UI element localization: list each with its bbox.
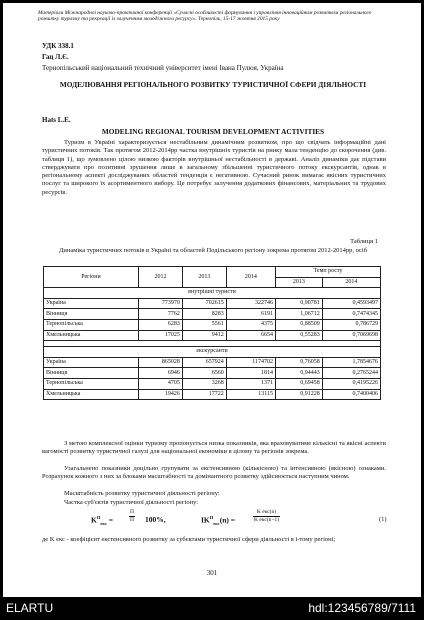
conference-header: Матеріали Міжнародної науково-практичної конференції «Сучасні особливості формування і управління інноваційним розвитком регіонального розвитку туризму та рекреації із залученням молодіжного ресурсу». Тернопіль, 15-17 жовтня 2015 року: [38, 10, 372, 23]
formula-mult: 100%,: [145, 515, 166, 524]
header-growth-2014: 2014: [322, 277, 380, 288]
region-cell: Тернопільська: [44, 378, 139, 389]
title-ua: МОДЕЛЮВАННЯ РЕГІОНАЛЬНОГО РОЗВИТКУ ТУРИСТИЧНОЇ СФЕРИ ДІЯЛЬНОСТІ: [59, 80, 367, 89]
footer-repository: ELARTU: [6, 601, 54, 615]
value-cell: 0,55283: [275, 330, 322, 341]
table-row: [44, 319, 381, 330]
author-en: Hats L.E.: [42, 116, 71, 124]
paragraph-grouping: Узагальнено показники доцільно групувати за екстенсивною (кількісною) та інтенсивною (якісною) ознаками. Розрахунок кожного з них за блоками масштабності та домінантного розвитку здійснюється наступним чином.: [42, 465, 386, 481]
paragraph-scale: Масштабність розвитку туристичної діяльності регіону:: [64, 490, 220, 497]
tourism-flows-table: [43, 266, 381, 400]
table-row: [44, 378, 381, 389]
value-cell: 0,4593497: [322, 298, 380, 309]
value-cell: 0,94443: [275, 368, 322, 379]
paragraph-indicators: З метою комплексної оцінки туризму пропонується низка показників, яка враховуватиме кількісні та якісні аспекти вагомості розвитку туристичної галузі для національної економіки в цілому та регіонів зокрема.: [42, 440, 386, 456]
value-cell: 322746: [226, 298, 275, 309]
value-cell: 1,7854676: [322, 357, 380, 368]
value-cell: 0,2765244: [322, 368, 380, 379]
value-cell: 0,88509: [275, 319, 322, 330]
value-cell: 1371: [226, 378, 275, 389]
value-cell: 3268: [182, 378, 226, 389]
value-cell: 6191: [226, 309, 275, 320]
region-cell: Хмельницька: [44, 389, 139, 400]
table-row: [44, 357, 381, 368]
table-caption: Динаміка туристичних потоків в Україні та областей Подільського регіону зокрема протягом 2012-2014рр, осіб: [58, 247, 368, 254]
value-cell: 9412: [182, 330, 226, 341]
region-cell: Вінниця: [44, 368, 139, 379]
table-row: [44, 298, 381, 309]
value-cell: 773970: [139, 298, 183, 309]
region-cell: Україна: [44, 357, 139, 368]
formula-lhs2: $ІK^П_{екс}(n)$ =: [201, 515, 236, 526]
value-cell: 4705: [139, 378, 183, 389]
value-cell: 0,786729: [322, 319, 380, 330]
value-cell: 1,06712: [275, 309, 322, 320]
region-cell: Вінниця: [44, 309, 139, 320]
value-cell: 17025: [139, 330, 183, 341]
page-number: 301: [206, 569, 218, 577]
value-cell: 0,7400406: [322, 389, 380, 400]
value-cell: 6283: [139, 319, 183, 330]
formula-lhs1: $K^П_{екс}$ =: [91, 515, 113, 526]
table-row: [44, 389, 381, 400]
formula-number: (1): [379, 516, 387, 523]
header-year-2014: 2014: [226, 267, 275, 288]
table-row: [44, 309, 381, 320]
region-cell: Тернопільська: [44, 319, 139, 330]
value-cell: 8283: [182, 309, 226, 320]
header-year-2013: 2013: [182, 267, 226, 288]
header-year-2012: 2012: [139, 267, 183, 288]
paper-page: [3, 3, 421, 597]
header-region: Регіони: [44, 267, 139, 288]
value-cell: 657924: [182, 357, 226, 368]
header-growth-2013: 2013: [275, 277, 322, 288]
value-cell: 0,7069698: [322, 330, 380, 341]
section-domestic: внутрішні туристи: [44, 288, 381, 299]
value-cell: 0,76058: [275, 357, 322, 368]
value-cell: 17722: [182, 389, 226, 400]
value-cell: 1814: [226, 368, 275, 379]
udk-code: УДК 338.1: [42, 42, 74, 50]
table-row: [44, 368, 381, 379]
paragraph-intro: Туризм в Україні характеризується нестабільним динамічним розвитком, про що свідчать інформаційні дані туристичних потоків. Так протягом 2012-2014рр частка внутрішніх туристів на ринку мала тенденцію до скорочення (див. таблиця 1), що зумовлено цілою низкою факторів внутрішньої нестабільності в державі. Аналіз динаміки дає підстави стверджувати про позитивні зрушення лише в загальному збільшенні туристичного потоку екскурсантів, однак в регіональному аспекті досліджуваних областей тенденція є негативною. Сучасний ринок вимагає якісних туристичних послуг та широкого їх асортиментного вибору. Це потребує залучення додаткових фінансових, матеріальних та трудових ресурсів.: [42, 139, 386, 196]
viewer-footer: [0, 597, 424, 620]
header-growth: Темп росту: [275, 267, 380, 278]
value-cell: 5561: [182, 319, 226, 330]
value-cell: 0,91228: [275, 389, 322, 400]
value-cell: 4375: [226, 319, 275, 330]
title-en: MODELING REGIONAL TOURISM DEVELOPMENT ACTIVITIES: [101, 127, 325, 136]
section-excursionists: екскурсанти: [44, 347, 381, 358]
value-cell: 1174702: [226, 357, 275, 368]
value-cell: 702615: [182, 298, 226, 309]
value-cell: 6560: [182, 368, 226, 379]
value-cell: 0,90781: [275, 298, 322, 309]
table-row: [44, 330, 381, 341]
value-cell: 19426: [139, 389, 183, 400]
formula-fraction2: K екс(n) K екс(n−1): [254, 509, 280, 523]
value-cell: 0,69458: [275, 378, 322, 389]
author-ua: Гац Л.Є.: [42, 53, 69, 61]
value-cell: 7762: [139, 309, 183, 320]
paragraph-definition: де K екс - коефіцієнт екстенсивного розвитку за субєктами туристичної сфери діяльності в i-тому регіоні;: [42, 536, 336, 543]
table-number: Таблиця 1: [350, 238, 378, 245]
paragraph-share: Частка суб'єктів туристичної діяльності регіону:: [64, 499, 199, 506]
footer-handle: hdl:123456789/7111: [308, 601, 416, 615]
value-cell: 13115: [226, 389, 275, 400]
value-cell: 6654: [226, 330, 275, 341]
university: Тернопільський національний технічний університет імені Івана Пулюя, Україна: [42, 64, 284, 72]
value-cell: 0,7474345: [322, 309, 380, 320]
region-cell: Хмельницька: [44, 330, 139, 341]
region-cell: Україна: [44, 298, 139, 309]
domestic-rows: [44, 298, 381, 340]
excursionist-rows: [44, 357, 381, 399]
value-cell: 0,4195226: [322, 378, 380, 389]
formula-fraction1: П П: [130, 509, 134, 523]
value-cell: 865028: [139, 357, 183, 368]
formula-1: [91, 508, 391, 534]
value-cell: 6946: [139, 368, 183, 379]
